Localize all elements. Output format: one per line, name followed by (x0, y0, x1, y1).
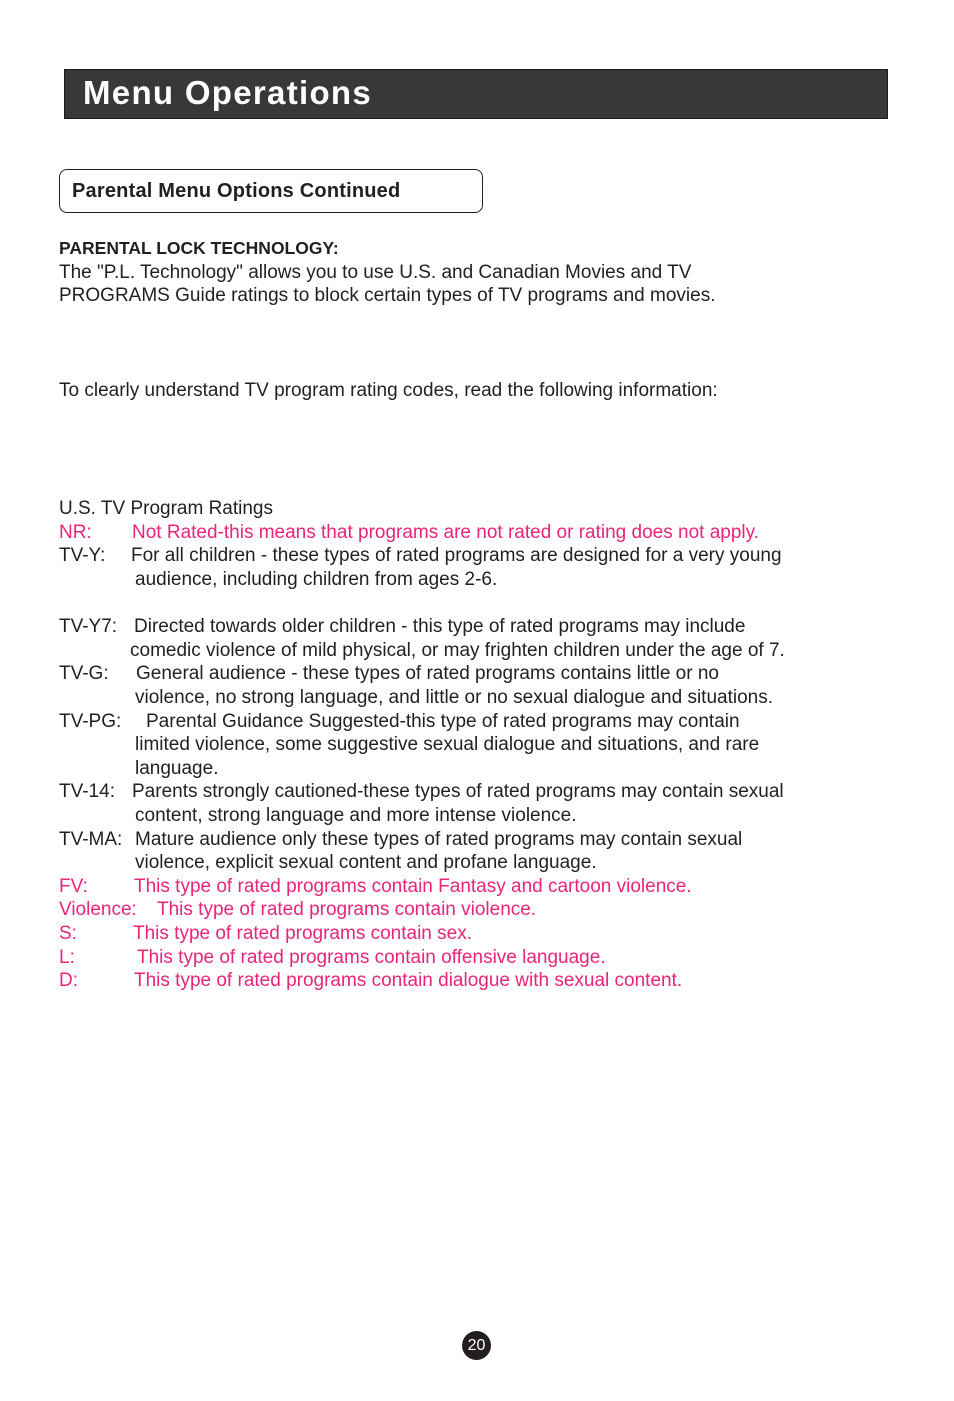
rating-tvy-line-1: For all children - these types of rated programs are designed for a very young (131, 545, 782, 566)
section-title-box (59, 169, 483, 213)
rating-fv-text: This type of rated programs contain Fantasy and cartoon violence. (134, 876, 692, 897)
rating-tvpg-line-2: limited violence, some suggestive sexual dialogue and situations, and rare (135, 734, 760, 755)
rating-tvg-line-2: violence, no strong language, and little or no sexual dialogue and situations. (135, 687, 773, 708)
rating-tvma-code: TV-MA: (59, 829, 123, 850)
rating-tv14-code: TV-14: (59, 781, 115, 802)
rating-s-text: This type of rated programs contain sex. (133, 923, 472, 944)
rating-tvma-line-2: violence, explicit sexual content and profane language. (135, 852, 597, 873)
intro-heading: PARENTAL LOCK TECHNOLOGY: (59, 238, 339, 258)
intro-line-2: PROGRAMS Guide ratings to block certain types of TV programs and movies. (59, 285, 716, 306)
rating-l-code: L: (59, 947, 75, 968)
rating-tvy7-line-2: comedic violence of mild physical, or may frighten children under the age of 7. (130, 640, 785, 661)
rating-nr-text: Not Rated-this means that programs are not rated or rating does not apply. (132, 522, 759, 543)
rating-tvpg-code: TV-PG: (59, 711, 122, 732)
rating-fv-code: FV: (59, 876, 88, 897)
page-number-badge: 20 (462, 1331, 491, 1360)
section-title: Parental Menu Options Continued (72, 180, 401, 202)
rating-d-code: D: (59, 970, 78, 991)
rating-tvy-line-2: audience, including children from ages 2-6. (135, 569, 498, 590)
rating-tvpg-line-1: Parental Guidance Suggested-this type of rated programs may contain (146, 711, 740, 732)
rating-tvg-code: TV-G: (59, 663, 109, 684)
rating-tvma-line-1: Mature audience only these types of rated programs may contain sexual (135, 829, 743, 850)
rating-tv14-line-1: Parents strongly cautioned-these types of rated programs may contain sexual (132, 781, 784, 802)
rating-tvpg-line-3: language. (135, 758, 219, 779)
header-bar (64, 69, 888, 119)
ratings-heading: U.S. TV Program Ratings (59, 498, 274, 519)
rating-tvy-code: TV-Y: (59, 545, 106, 566)
rating-violence-code: Violence: (59, 899, 137, 920)
intro-line-1: The "P.L. Technology" allows you to use U.S. and Canadian Movies and TV (59, 262, 692, 283)
rating-tvy7-line-1: Directed towards older children - this type of rated programs may include (134, 616, 746, 637)
rating-l-text: This type of rated programs contain offensive language. (137, 947, 606, 968)
rating-tvy7-code: TV-Y7: (59, 616, 118, 637)
rating-tv14-line-2: content, strong language and more intense violence. (135, 805, 577, 826)
rating-nr-code: NR: (59, 522, 92, 543)
rating-s-code: S: (59, 923, 77, 944)
intro-line-3: To clearly understand TV program rating codes, read the following information: (59, 380, 718, 401)
rating-tvg-line-1: General audience - these types of rated programs contains little or no (136, 663, 719, 684)
rating-violence-text: This type of rated programs contain violence. (157, 899, 537, 920)
rating-d-text: This type of rated programs contain dialogue with sexual content. (134, 970, 683, 991)
page-title: Menu Operations (83, 74, 373, 111)
